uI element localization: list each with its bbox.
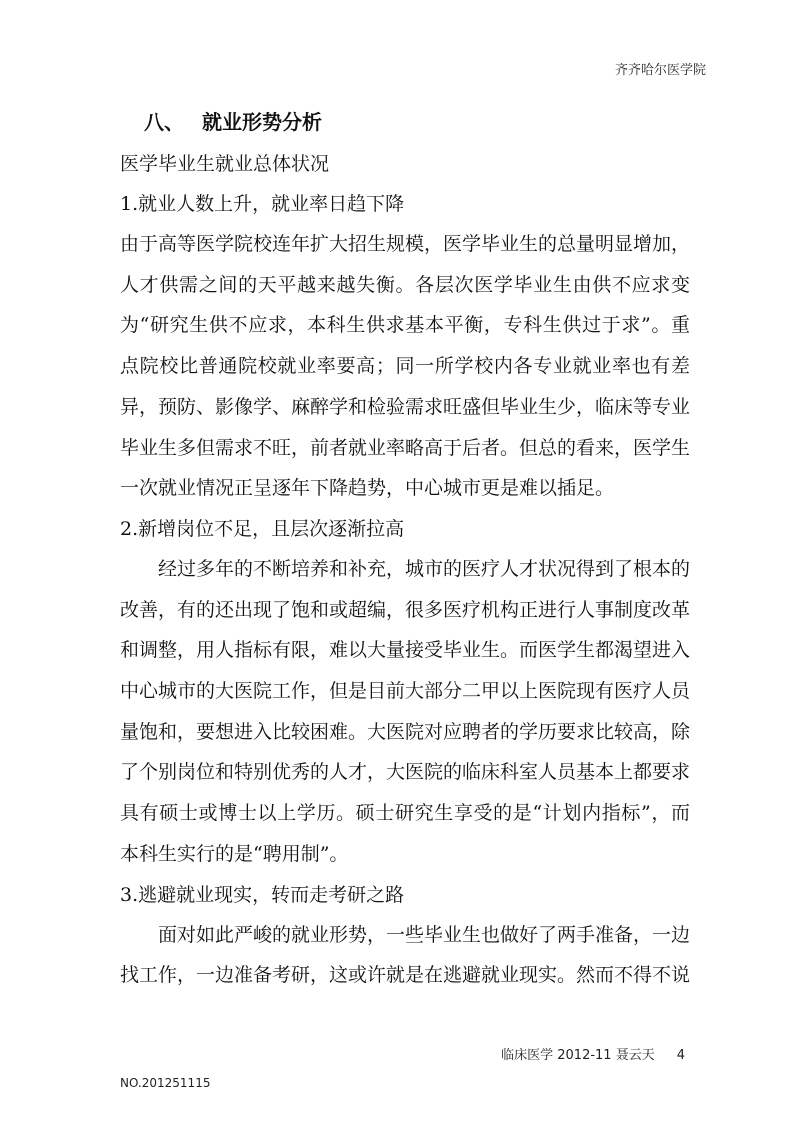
- item-heading-2: 2.新增岗位不足，且层次逐渐拉高: [120, 517, 405, 540]
- item-heading-3: 3.逃避就业现实，转而走考研之路: [120, 883, 405, 906]
- section-number: 八、: [144, 110, 184, 134]
- footer-issue-text: 临床医学 2012-11 聂云天: [501, 1048, 655, 1063]
- document-body: [120, 104, 690, 996]
- footer-issue: [501, 1044, 685, 1063]
- section-title-text: 就业形势分析: [202, 110, 322, 134]
- item-heading-1: 1.就业人数上升，就业率日趋下降: [120, 193, 405, 215]
- section-title: [144, 104, 690, 140]
- item-paragraph-3: 面对如此严峻的就业形势，一些毕业生也做好了两手准备，一边找工作，一边准备考研，这或许就是在逃避就业现实。然而不得不说: [120, 923, 691, 987]
- item-paragraph-1: 由于高等医学院校连年扩大招生规模，医学毕业生的总量明显增加，人才供需之间的天平越来越失衡。各层次医学毕业生由供不应求变为“研究生供不应求，本科生供求基本平衡，专科生供过于求”。重点院校比普通院校就业率要高；同一所学校内各专业就业率也有差异，预防、影像学、麻醉学和检验需求旺盛但毕业生少，临床等专业毕业生多但需求不旺，前者就业率略高于后者。但总的看来，医学生一次就业情况正呈逐年下降趋势，中心城市更是难以插足。: [120, 233, 691, 500]
- header-institution: 齐齐哈尔医学院: [614, 63, 706, 78]
- page-number: 4: [676, 1048, 685, 1063]
- subtitle: 医学毕业生就业总体状况: [120, 153, 330, 175]
- item-paragraph-2: 经过多年的不断培养和补充，城市的医疗人才状况得到了根本的改善，有的还出现了饱和或超编，很多医疗机构正进行人事制度改革和调整，用人指标有限，难以大量接受毕业生。而医学生都渴望进入中心城市的大医院工作，但是目前大部分二甲以上医院现有医疗人员量饱和，要想进入比较困难。大医院对应聘者的学历要求比较高，除了个别岗位和特别优秀的人才，大医院的临床科室人员基本上都要求具有硕士或博士以上学历。硕士研究生享受的是“计划内指标”，而本科生实行的是“聘用制”。: [120, 557, 691, 865]
- footer-serial: NO.201251115: [120, 1076, 211, 1090]
